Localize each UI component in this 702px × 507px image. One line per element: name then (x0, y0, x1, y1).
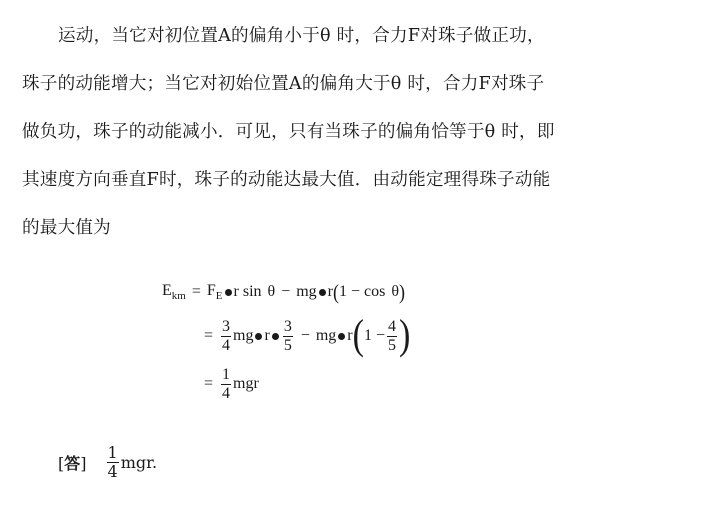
dot-operator (225, 289, 232, 296)
r-term: r (327, 283, 333, 300)
kinetic-energy-equation (162, 270, 482, 410)
equals-sign: = (204, 327, 214, 344)
dot-operator (319, 289, 326, 296)
theta-symbol: θ (391, 283, 400, 300)
minus-sign: − (281, 283, 291, 300)
answer-line (58, 440, 157, 484)
one-minus-cos-term: 1 − cos (339, 283, 386, 300)
dot-operator (338, 333, 345, 340)
r-sin-term: r sin (233, 283, 262, 300)
left-paren: ( (352, 312, 364, 359)
one-minus-term: 1 − (363, 327, 385, 344)
mg-term: mg (296, 283, 317, 300)
paragraph-line-3: 做负功，珠子的动能减小．可见，只有当珠子的偏角恰等于θ 时，即 (22, 122, 555, 142)
equals-sign: = (191, 283, 201, 300)
answer-value: mgr. (120, 452, 158, 472)
equation-row-3 (204, 362, 259, 406)
right-paren: ) (398, 312, 411, 359)
minus-sign: − (300, 327, 310, 344)
fraction-four-fifths: $\frac{4}{5}$ (387, 317, 396, 354)
fraction-one-quarter: $\frac{1}{4}$ (222, 365, 231, 402)
r-term: r (264, 327, 270, 344)
theta-symbol: θ (267, 283, 276, 300)
r-term: r (347, 327, 353, 344)
answer-label: [答] (58, 453, 87, 473)
equation-row-1 (162, 270, 405, 314)
fraction-three-quarters: $\frac{3}{4}$ (222, 317, 231, 354)
ekm-symbol: $E_{km}$ (162, 282, 186, 302)
paragraph-line-2: 珠子的动能增大；当它对初始位置A的偏角大于θ 时，合力F对珠子 (22, 74, 545, 94)
dot-operator (255, 333, 262, 340)
mgr-term: mgr (233, 375, 259, 392)
mg-term: mg (233, 327, 254, 344)
force-fe: $F_E$ (206, 282, 223, 302)
dot-operator (272, 333, 279, 340)
right-paren: ) (399, 279, 406, 303)
equation-row-2 (204, 314, 410, 358)
paragraph-line-1: 运动，当它对初位置A的偏角小于θ 时，合力F对珠子做正功， (58, 26, 545, 46)
paragraph-line-4: 其速度方向垂直F时，珠子的动能达最大值．由动能定理得珠子动能 (22, 170, 551, 190)
left-paren: ( (333, 279, 339, 303)
answer-fraction: $\frac{1}{4}$ (107, 442, 118, 481)
fraction-three-fifths: $\frac{3}{5}$ (283, 317, 292, 354)
paragraph-line-5: 的最大值为 (22, 218, 111, 238)
equals-sign: = (204, 375, 214, 392)
mg-term: mg (315, 327, 337, 344)
